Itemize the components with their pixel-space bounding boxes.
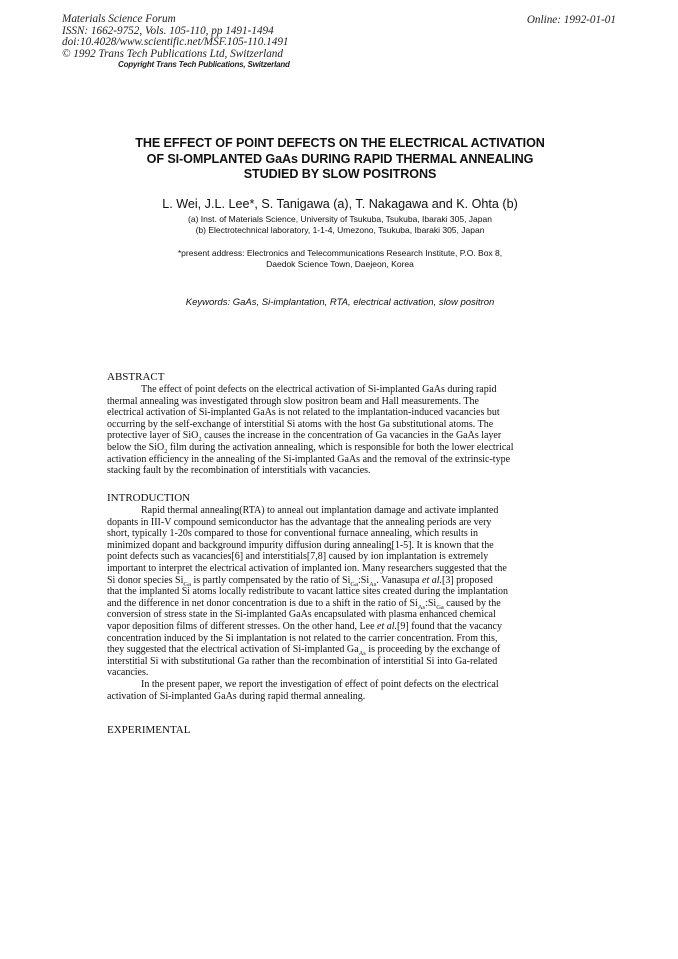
intro-line: and the difference in net donor concentration is due to a shift in the ratio of $Si_{As}:Si_{Ga}$ caused by the [107, 597, 501, 611]
intro-line: concentration induced by the Si implantation is not related to the carrier concentration. From this, [107, 632, 498, 644]
abstract-line: activation efficiency in the annealing of the Si-implanted GaAs and the removal of the extrinsic-type [107, 453, 511, 465]
affiliations [60, 214, 620, 236]
intro-line: point defects such as vacancies[6] and interstitials[7,8] caused by ion implantation is extremely [107, 551, 489, 563]
affiliation-b: (b) Electrotechnical laboratory, 1-1-4, Umezono, Tsukuba, Ibaraki 305, Japan [195, 225, 485, 236]
journal-header [62, 14, 290, 70]
intro-line: In the present paper, we report the investigation of effect of point defects on the electrical [141, 678, 499, 690]
intro-line: Rapid thermal annealing(RTA) to anneal out implantation damage and activate implanted [141, 505, 499, 516]
affiliation-a: (a) Inst. of Materials Science, University of Tsukuba, Tsukuba, Ibaraki 305, Japan [188, 214, 492, 224]
abstract-line: electrical activation of Si-implanted GaAs is not related to the implantation-induced vacancies but [107, 407, 500, 419]
introduction-body [107, 505, 544, 702]
present-address [60, 248, 620, 270]
abstract-line: The effect of point defects on the electrical activation of Si-implanted GaAs during rapid [141, 384, 497, 395]
title-line: THE EFFECT OF POINT DEFECTS ON THE ELECTRICAL ACTIVATION [135, 136, 545, 150]
abstract-heading: ABSTRACT [107, 371, 165, 383]
abstract-line: below the SiO$_2$ film during the activation annealing, which is responsible for both the lower electrical [107, 441, 514, 455]
intro-line: dopants in III-V compound semiconductor has the advantage that the annealing periods are very [107, 516, 492, 528]
abstract-body [107, 384, 544, 477]
intro-line: short, typically 1-20s compared to those for conventional furnace annealing, which results in [107, 528, 479, 540]
present-address-line: *present address: Electronics and Telecommunications Research Institute, P.O. Box 8, [177, 248, 503, 258]
paper-title [100, 136, 580, 183]
copyright-stamp: Copyright Trans Tech Publications, Switzerland [118, 60, 290, 70]
intro-line: interstitial Si with substitutional Ga rather than the recombination of interstitial Si into Ga-related [107, 655, 498, 667]
introduction-heading: INTRODUCTION [107, 492, 191, 504]
online-date: Online: 1992-01-01 [526, 14, 616, 26]
intro-line: minimized dopant and background impurity diffusion during annealing[1-5]. It is known that the [107, 539, 494, 551]
keywords: Keywords: GaAs, Si-implantation, RTA, electrical activation, slow positron [185, 297, 495, 308]
doi-line: doi:10.4028/www.scientific.net/MSF.105-110.1491 [62, 36, 289, 49]
journal-name: Materials Science Forum [62, 13, 176, 25]
experimental-heading: EXPERIMENTAL [107, 724, 191, 736]
abstract-line: stacking fault by the recombination of interstitials with vacancies. [107, 465, 371, 477]
intro-line: activation of Si-implanted GaAs during rapid thermal annealing. [107, 690, 366, 702]
abstract-line: thermal annealing was investigated through slow positron beam and Hall measurements. The [107, 395, 479, 407]
intro-line: Si donor species $Si_{Ga}$ is partly compensated by the ratio of $Si_{Ga}:Si_{As}$. Vanasupa et al.[3] proposed [107, 574, 493, 588]
intro-line: conversion of stress state in the Si-implanted GaAs encapsulated with plasma enhanced chemical [107, 609, 496, 621]
intro-line: important to interpret the electrical activation of implanted ion. Many researchers suggested that the [107, 562, 507, 574]
title-line: STUDIED BY SLOW POSITRONS [243, 167, 437, 181]
intro-line: vacancies. [107, 667, 149, 679]
authors: L. Wei, J.L. Lee*, S. Tanigawa (a), T. Nakagawa and K. Ohta (b) [162, 197, 518, 211]
abstract-line: occurring by the self-exchange of interstitial Si atoms with the host Ga substitutional atoms. The [107, 418, 494, 430]
intro-line: vapor deposition films of different stresses. On the other hand, Lee et al.[9] found that the vacancy [107, 620, 502, 632]
copyright-line: © 1992 Trans Tech Publications Ltd, Switzerland [62, 47, 283, 60]
present-address-line: Daedok Science Town, Daejeon, Korea [266, 259, 414, 270]
intro-line: that the implanted Si atoms locally redistribute to vacant lattice sites created during the implantation [107, 586, 508, 598]
issn-line: ISSN: 1662-9752, Vols. 105-110, pp 1491-1494 [62, 24, 274, 37]
abstract-line: protective layer of SiO$_2$ causes the increase in the concentration of Ga vacancies in the GaAs layer [107, 430, 502, 444]
intro-line: they suggested that the electrical activation of Si-implanted $Ga_{As}$ is proceeding by the exchange of [107, 644, 501, 658]
title-line: OF SI-OMPLANTED GaAs DURING RAPID THERMAL ANNEALING [146, 151, 534, 166]
